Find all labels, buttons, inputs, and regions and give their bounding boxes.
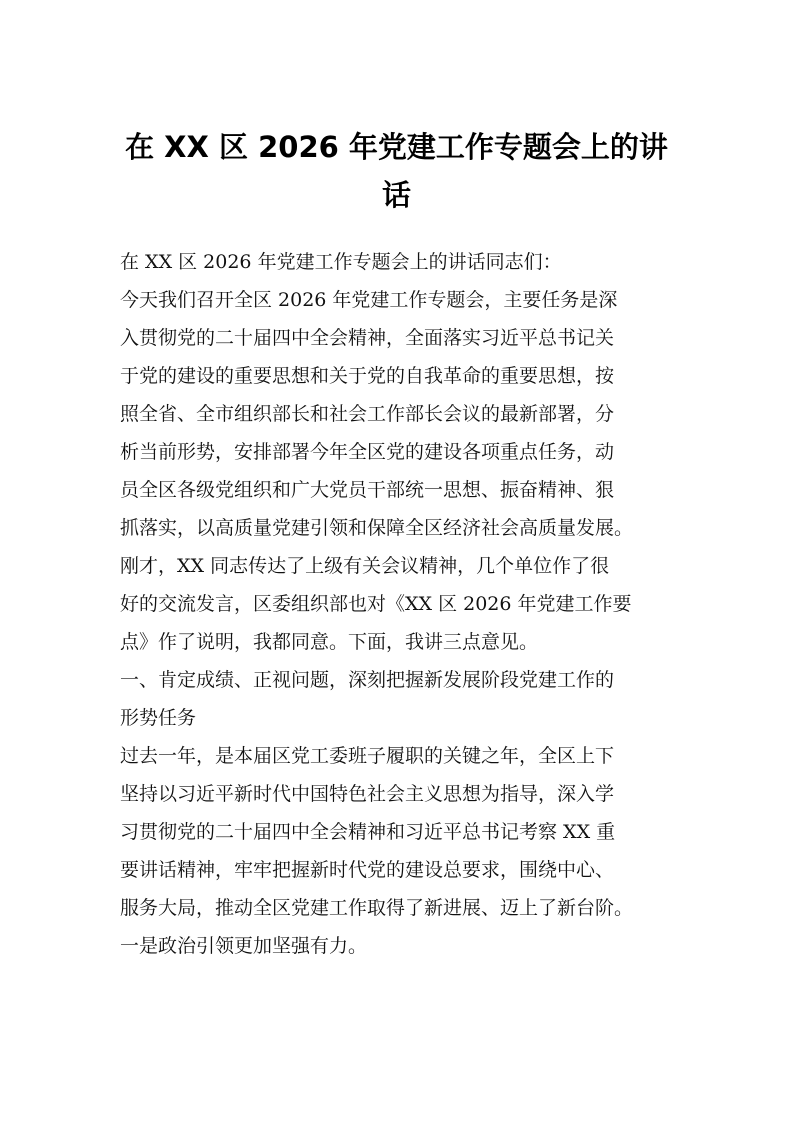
body-line: 好的交流发言，区委组织部也对《XX 区 2026 年党建工作要 [120,593,632,615]
section-heading-line: 形势任务 [120,707,197,729]
body-line: 析当前形势，安排部署今年全区党的建设各项重点任务，动 [120,441,615,463]
body-line: 员全区各级党组织和广大党员干部统一思想、振奋精神、狠 [120,479,615,501]
document-title-line-1: 在 XX 区 2026 年党建工作专题会上的讲 [125,130,668,164]
body-line: 入贯彻党的二十届四中全会精神，全面落实习近平总书记关 [120,327,615,349]
body-line: 习贯彻党的二十届四中全会精神和习近平总书记考察 XX 重 [120,821,616,843]
body-line: 坚持以习近平新时代中国特色社会主义思想为指导，深入学 [120,783,615,805]
section-heading-line: 一、肯定成绩、正视问题，深刻把握新发展阶段党建工作的 [120,669,615,691]
body-line: 要讲话精神，牢牢把握新时代党的建设总要求，围绕中心、 [120,859,615,881]
body-line: 于党的建设的重要思想和关于党的自我革命的重要思想，按 [120,365,615,387]
body-line: 一是政治引领更加坚强有力。 [120,935,368,957]
document-title-line-2: 话 [381,178,411,212]
body-line: 服务大局，推动全区党建工作取得了新进展、迈上了新台阶。 [120,897,634,919]
body-line: 刚才，XX 同志传达了上级有关会议精神，几个单位作了很 [120,555,610,577]
body-line: 在 XX 区 2026 年党建工作专题会上的讲话同志们： [120,251,562,273]
body-line: 点》作了说明，我都同意。下面，我讲三点意见。 [120,631,539,653]
body-line: 过去一年，是本届区党工委班子履职的关键之年，全区上下 [120,745,615,767]
body-line: 抓落实，以高质量党建引领和保障全区经济社会高质量发展。 [120,517,634,539]
body-line: 今天我们召开全区 2026 年党建工作专题会，主要任务是深 [120,289,618,311]
body-line: 照全省、全市组织部长和社会工作部长会议的最新部署，分 [120,403,615,425]
